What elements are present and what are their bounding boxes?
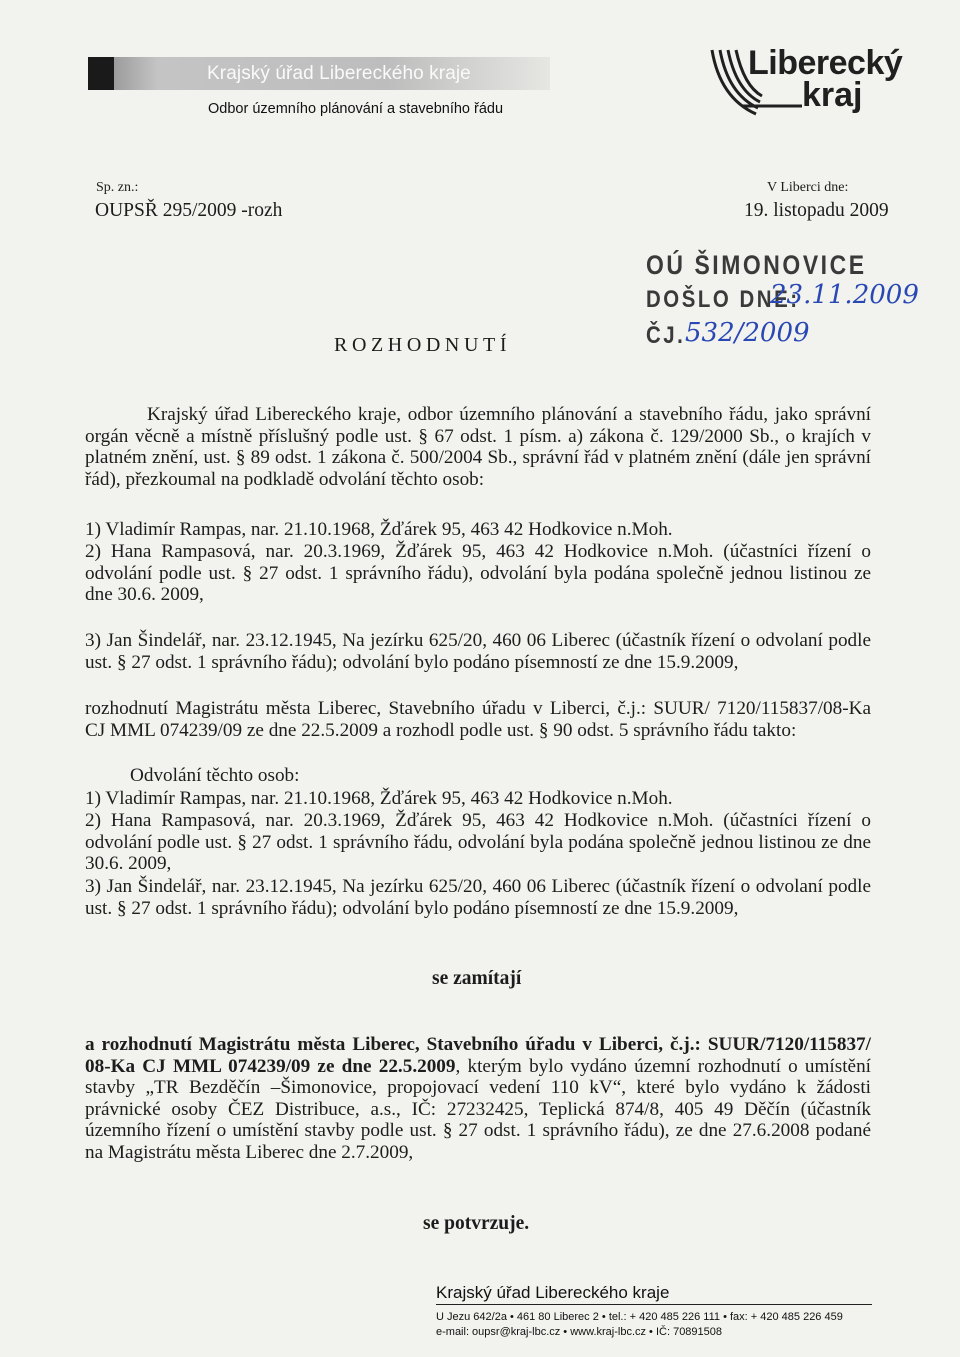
footer-divider <box>436 1304 872 1305</box>
appellant-3: 3) Jan Šindelář, nar. 23.12.1945, Na jezírku 625/20, 460 06 Liberec (účastník řízení o odvolaní podle ust. § 27 odst. 1 správního řádu); odvolání bylo podáno písemností ze dne 15.9.2009, <box>85 630 871 673</box>
received-stamp-date: 23.11.2009 <box>770 280 919 310</box>
verdict-confirmed: se potvrzuje. <box>423 1213 530 1234</box>
office-name: Krajský úřad Libereckého kraje <box>207 63 471 84</box>
appellant-2-repeat: 2) Hana Rampasová, nar. 20.3.1969, Žďárek 95, 463 42 Hodkovice n.Moh. (účastníci řízení o odvolání podle ust. § 27 odst. 1 správního řádu, odvolání byla podána společně jednou listinou ze dne 30.6. 2009, <box>85 810 871 875</box>
footer-office-name: Krajský úřad Libereckého kraje <box>436 1283 670 1302</box>
logo-text-liberecky: Liberecký <box>748 44 903 82</box>
logo-text-kraj: kraj <box>802 76 863 114</box>
department-name: Odbor územního plánování a stavebního řádu <box>208 101 504 117</box>
received-stamp-ref: 532/2009 <box>685 318 810 348</box>
received-stamp-office: OÚ ŠIMONOVICE <box>646 250 867 280</box>
appeal-heading: Odvolání těchto osob: <box>130 765 300 786</box>
final-decision-paragraph <box>85 1034 871 1164</box>
appellant-1-repeat: 1) Vladimír Rampas, nar. 21.10.1968, Žďárek 95, 463 42 Hodkovice n.Moh. <box>85 788 673 809</box>
file-number: OUPSŘ 295/2009 -rozh <box>95 200 283 221</box>
file-number-label: Sp. zn.: <box>96 180 139 195</box>
appealed-decision-reference: rozhodnutí Magistrátu města Liberec, Stavebního úřadu v Liberci, č.j.: SUUR/ 7120/115837/08-Ka CJ MML 074239/09 ze dne 22.5.2009 a rozhodl podle ust. § 90 odst. 5 správního řádu takto: <box>85 698 871 741</box>
received-stamp-date-label: DOŠLO DNE: <box>646 286 800 313</box>
footer-contact: e-mail: oupsr@kraj-lbc.cz • www.kraj-lbc.cz • IČ: 70891508 <box>436 1326 723 1338</box>
document-date: 19. listopadu 2009 <box>744 200 889 221</box>
final-decision-details: , kterým bylo vydáno územní rozhodnutí o umístění stavby „TR Bezděčín –Šimonovice, propojovací vedení 110 kV“, které bylo vydáno k žádosti právnické osoby ČEZ Distribuce, a.s., IČ: 27232425, Teplická 874/8, 405 49 Děčín (účastník územního řízení o umístění stavby podle ust. § 27 odst. 1 správního řádu), ze dne 27.6.2008 podané na Magistrátu města Liberec dne 2.7.2009, <box>85 1055 872 1163</box>
intro-paragraph: Krajský úřad Libereckého kraje, odbor územního plánování a stavebního řádu, jako správní orgán věcně a místně příslušný podle ust. § 67 odst. 1 písm. a) zákona č. 129/2000 Sb., o krajích v platném znění, ust. § 89 odst. 1 zákona č. 500/2004 Sb., správní řád v platném znění (dále jen správní řád), přezkoumal na podkladě odvolání těchto osob: <box>85 404 871 490</box>
final-decision-reference: a rozhodnutí Magistrátu města Liberec, Stavebního úřadu v Liberci, č.j.: SUUR/7120/115837/ 08-Ka CJ MML 074239/09 ze dne 22.5.2009 <box>85 1034 871 1077</box>
appellant-1: 1) Vladimír Rampas, nar. 21.10.1968, Žďárek 95, 463 42 Hodkovice n.Moh. <box>85 519 673 540</box>
footer-address: U Jezu 642/2a • 461 80 Liberec 2 • tel.: + 420 485 226 111 • fax: + 420 485 226 459 <box>436 1311 843 1323</box>
received-stamp-ref-label: ČJ. <box>646 322 686 349</box>
place-date-label: V Liberci dne: <box>767 180 849 195</box>
document-title: ROZHODNUTÍ <box>334 334 512 356</box>
verdict-rejected: se zamítají <box>432 968 522 989</box>
appellant-3-repeat: 3) Jan Šindelář, nar. 23.12.1945, Na jezírku 625/20, 460 06 Liberec (účastník řízení o odvolaní podle ust. § 27 odst. 1 správního řádu); odvolání bylo podáno písemností ze dne 15.9.2009, <box>85 876 871 919</box>
appellant-2: 2) Hana Rampasová, nar. 20.3.1969, Žďárek 95, 463 42 Hodkovice n.Moh. (účastníci řízení o odvolání podle ust. § 27 odst. 1 správního řádu), odvolání byla podána společně jednou listinou ze dne 30.6. 2009, <box>85 541 871 606</box>
